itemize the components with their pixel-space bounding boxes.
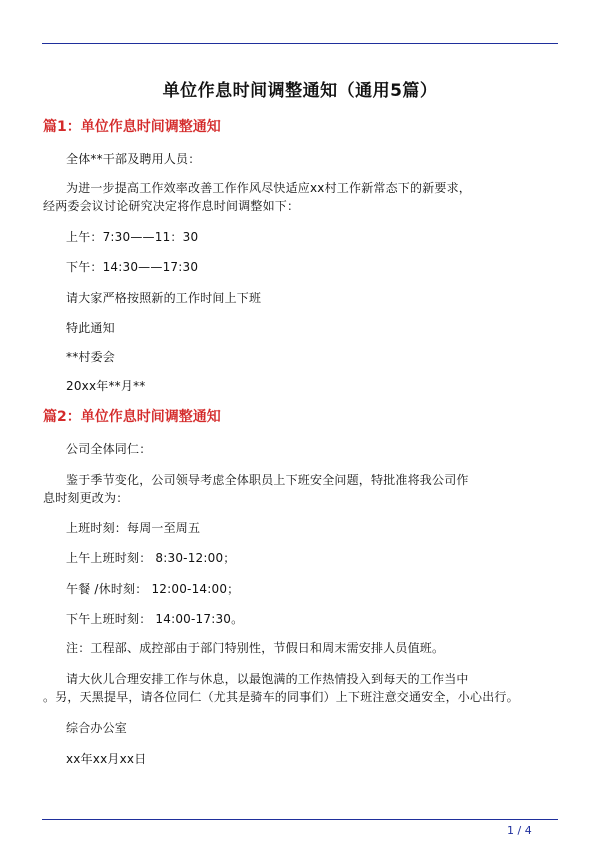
footer-rule (42, 819, 558, 820)
section1-body-line1: 为进一步提高工作效率改善工作作风尽快适应xx村工作新常态下的新要求， (66, 181, 472, 195)
section1-signature: **村委会 (66, 350, 116, 364)
section2-date: xx年xx月xx日 (66, 752, 147, 766)
section2-lunch: 午餐 /休时刻： 12:00-14:00； (66, 582, 240, 596)
header-rule (42, 43, 558, 44)
document-title: 单位作息时间调整通知（通用5篇） (162, 81, 438, 101)
section1-body-line2: 经两委会议讨论研究决定将作息时间调整如下： (43, 199, 300, 213)
section1-afternoon: 下午：14:30——17:30 (66, 260, 199, 274)
section2-heading: 篇2：单位作息时间调整通知 (43, 409, 221, 425)
section2-body-line1: 鉴于季节变化，公司领导考虑全体职员上下班安全问题，特批准将我公司作 (66, 473, 469, 487)
section2-morning: 上午上班时刻： 8:30-12:00； (66, 551, 236, 565)
section1-instruction: 请大家严格按照新的工作时间上下班 (66, 291, 262, 305)
section2-closing-line2: 。另，天黑提早，请各位同仁（尤其是骑车的同事们）上下班注意交通安全，小心出行。 (43, 690, 519, 704)
section2-body-line2: 息时刻更改为： (43, 491, 129, 505)
section2-workdays: 上班时刻：每周一至周五 (66, 521, 201, 535)
section1-salutation: 全体**干部及聘用人员： (66, 152, 201, 166)
section2-afternoon: 下午上班时刻： 14:00-17:30。 (66, 612, 244, 626)
section1-date: 20xx年**月** (66, 379, 146, 393)
section2-salutation: 公司全体同仁： (66, 442, 152, 456)
page-indicator: 1 / 4 (507, 824, 532, 837)
section2-signature: 综合办公室 (66, 721, 128, 735)
section1-heading: 篇1：单位作息时间调整通知 (43, 119, 221, 135)
section2-closing-line1: 请大伙儿合理安排工作与休息，以最饱满的工作热情投入到每天的工作当中 (66, 672, 469, 686)
section1-morning: 上午：7:30——11：30 (66, 230, 199, 244)
section2-note: 注：工程部、成控部由于部门特别性，节假日和周末需安排人员值班。 (66, 641, 445, 655)
section1-notice: 特此通知 (66, 321, 115, 335)
